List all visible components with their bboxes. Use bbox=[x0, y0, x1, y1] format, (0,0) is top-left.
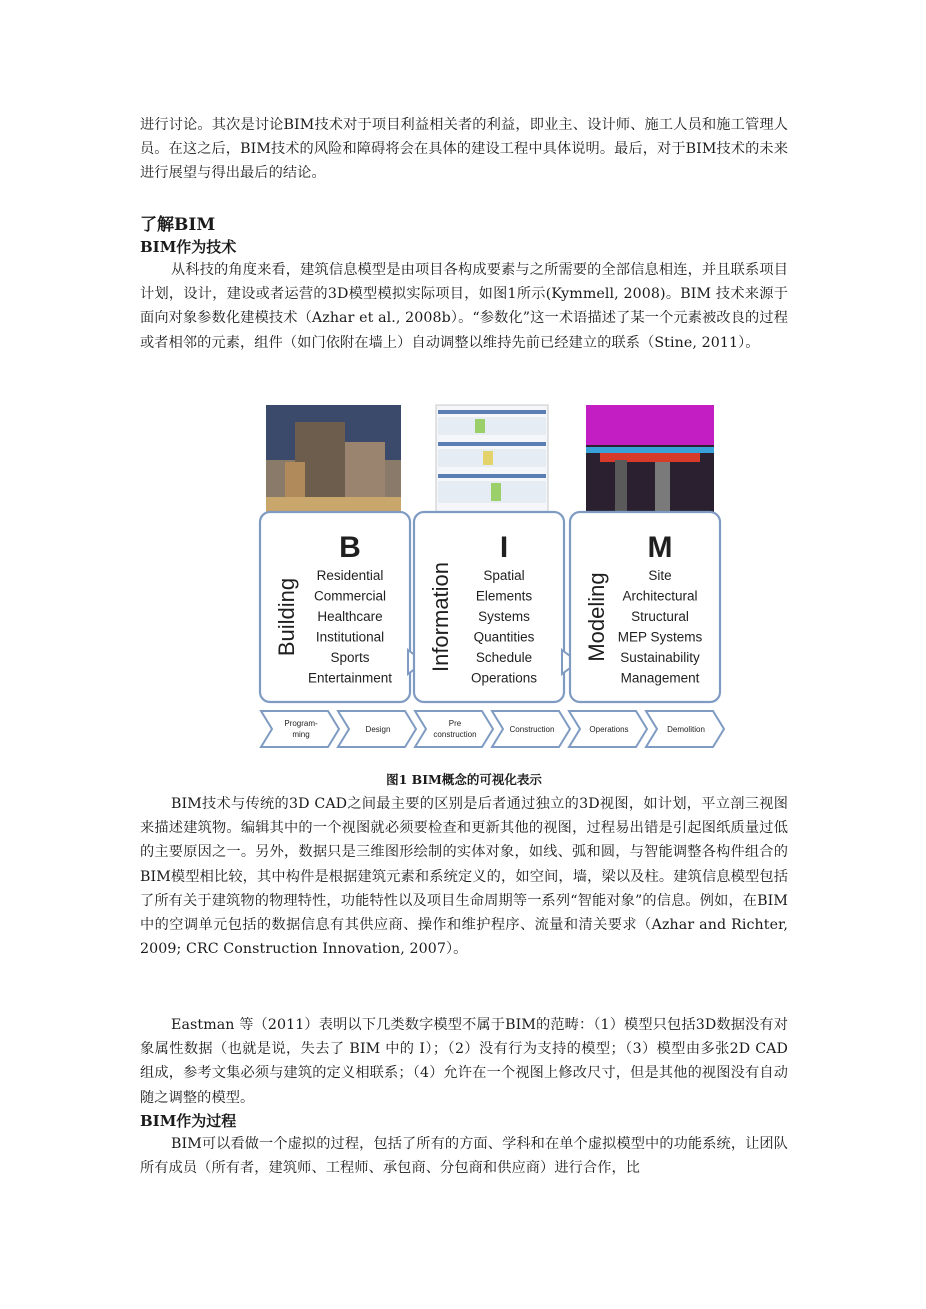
bim-panel-b bbox=[260, 512, 424, 702]
phase-chevron bbox=[569, 711, 647, 747]
process-paragraph-1: BIM可以看做一个虚拟的过程，包括了所有的方面、学科和在单个虚拟模型中的功能系统，让团队所有成员（所有者，建筑师、工程师、承包商、分包商和供应商）进行合作，比 bbox=[140, 1136, 788, 1177]
panel-item: MEP Systems bbox=[617, 629, 703, 645]
panel-item: Architectural bbox=[622, 588, 698, 604]
phase-chevron bbox=[646, 711, 724, 747]
schedule-screenshot bbox=[436, 405, 548, 512]
panel-vertical-label: Modeling bbox=[584, 572, 609, 662]
phase-chevron bbox=[338, 711, 416, 747]
phase-chevron bbox=[492, 711, 570, 747]
panel-item: Sustainability bbox=[620, 650, 700, 665]
panel-item: Residential bbox=[316, 568, 384, 583]
panel-item: Structural bbox=[631, 609, 689, 624]
bim-panel-i bbox=[414, 512, 578, 702]
panel-item: Schedule bbox=[475, 650, 533, 665]
mep-model-render bbox=[586, 405, 714, 512]
panel-item: Elements bbox=[475, 588, 533, 604]
bim-concept-figure bbox=[255, 402, 733, 752]
panel-item: Quantities bbox=[473, 629, 535, 645]
phase-label: Demolition bbox=[667, 725, 705, 734]
subsection-heading-bim-as-process: BIM作为过程 bbox=[140, 1112, 237, 1130]
phase-label: Construction bbox=[509, 725, 555, 734]
panel-vertical-label: Information bbox=[428, 561, 453, 673]
phase-chevron bbox=[415, 711, 493, 747]
panel-item: Management bbox=[620, 670, 700, 686]
panel-item: Healthcare bbox=[317, 609, 383, 624]
panel-letter: I bbox=[499, 531, 509, 564]
phase-label: ming bbox=[292, 730, 310, 739]
building-photo bbox=[266, 405, 401, 512]
panel-item: Systems bbox=[478, 609, 530, 624]
panel-item: Commercial bbox=[313, 588, 387, 604]
figure-caption: 图1 BIM概念的可视化表示 bbox=[386, 772, 542, 787]
phase-label: Design bbox=[365, 725, 391, 734]
panel-item: Site bbox=[648, 568, 672, 583]
phase-chevron bbox=[261, 711, 339, 747]
intro-paragraph: 进行讨论。其次是讨论BIM技术对于项目利益相关者的利益，即业主、设计师、施工人员和施工管理人员。在这之后，BIM技术的风险和障碍将会在具体的建设工程中具体说明。最后，对于BIM技术的未来进行展望与得出最后的结论。 bbox=[140, 117, 788, 182]
panel-item: Sports bbox=[330, 650, 370, 665]
panel-letter: B bbox=[339, 531, 361, 564]
phase-label: construction bbox=[433, 730, 477, 739]
section-heading-understand-bim: 了解BIM bbox=[140, 215, 216, 235]
panel-item: Operations bbox=[470, 670, 538, 686]
panel-item: Entertainment bbox=[307, 670, 393, 686]
panel-item: Spatial bbox=[483, 568, 525, 583]
technology-paragraph-3: Eastman 等（2011）表明以下几类数字模型不属于BIM的范畴：（1）模型只包括3D数据没有对象属性数据（也就是说，失去了 BIM 中的 I）；（2）没有行为支持的模型；（3）模型由多张2D CAD组成，参考文集必须与建筑的定义相联系；（4）允许在一个视图上修改尺寸，但是其他的视图没有自动随之调整的模型。 bbox=[140, 1017, 788, 1106]
subsection-heading-bim-as-technology: BIM作为技术 bbox=[140, 238, 237, 256]
panel-letter: M bbox=[647, 531, 673, 564]
phase-label: Operations bbox=[589, 725, 629, 734]
technology-paragraph-2: BIM技术与传统的3D CAD之间最主要的区别是后者通过独立的3D视图，如计划，平立剖三视图来描述建筑物。编辑其中的一个视图就必须要检查和更新其他的视图，过程易出错是引起图纸质量过低的主要原因之一。另外，数据只是三维图形绘制的实体对象，如线、弧和圆，与智能调整各构件组合的BIM模型相比较，其中构件是根据建筑元素和系统定义的，如空间，墙，梁以及柱。建筑信息模型包括了所有关于建筑物的物理特性，功能特性以及项目生命周期等一系列“智能对象”的信息。例如，在BIM中的空调单元包括的数据信息有其供应商、操作和维护程序、流量和清关要求（Azhar and Richter, 2009; CRC Construction Innovation, 2007）。 bbox=[140, 796, 788, 958]
bim-panel-m bbox=[570, 512, 720, 702]
technology-paragraph-1: 从科技的角度来看，建筑信息模型是由项目各构成要素与之所需要的全部信息相连，并且联系项目计划，设计，建设或者运营的3D模型模拟实际项目，如图1所示(Kymmell, 2008)。BIM 技术来源于面向对象参数化建模技术（Azhar et al., 2008b）。“参数化”这一术语描述了某一个元素被改良的过程或者相邻的元素，组件（如门依附在墙上）自动调整以维持先前已经建立的联系（Stine, 2011）。 bbox=[140, 262, 788, 351]
phase-label: Program- bbox=[284, 719, 318, 728]
phase-label: Pre bbox=[448, 719, 462, 728]
panel-vertical-label: Building bbox=[274, 577, 299, 657]
panel-item: Institutional bbox=[315, 629, 385, 645]
